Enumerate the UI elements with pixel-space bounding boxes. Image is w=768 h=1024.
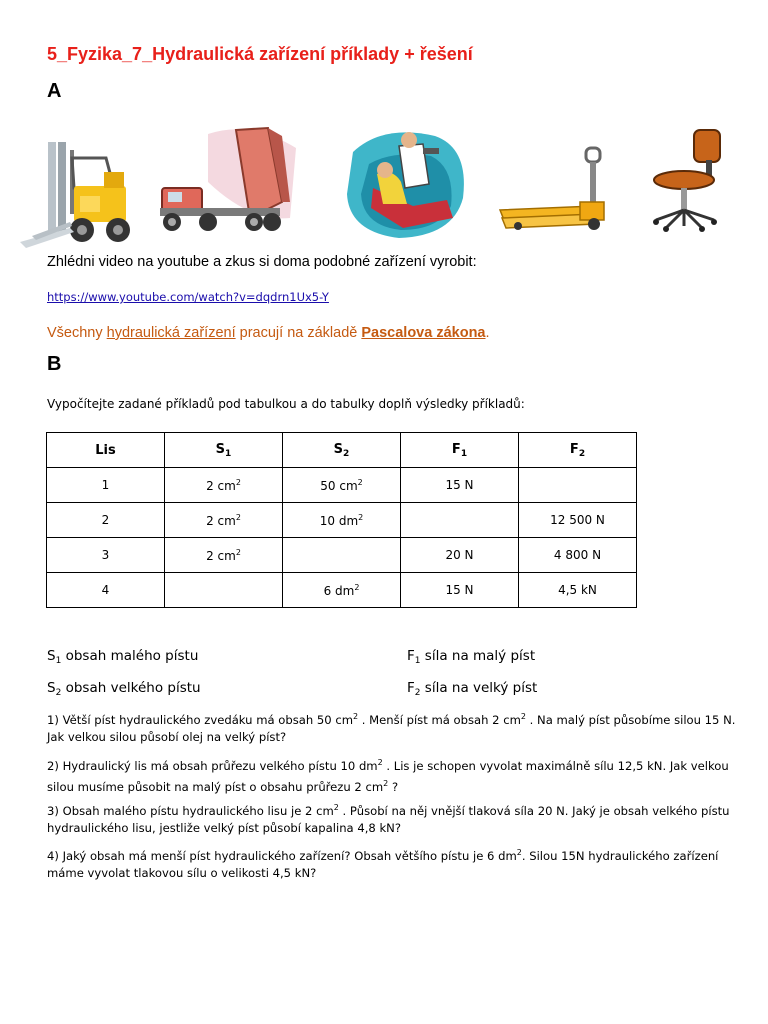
problem-3: 3) Obsah malého pístu hydraulického lisu je 2 $cm^2$ . Působí na něj vnější tlaková síla 20 N. Jaký je obsah velkého pístu hydraulického lisu, jestliže velký píst působí kapalina 4,8 kN? [47,803,730,835]
task-instruction: Vypočítejte zadané příkladů pod tabulkou a do tabulky doplň výsledky příkladů: [47,397,525,411]
cell-lis: 4 [47,573,165,608]
hydraulic-devices-link[interactable]: hydraulická zařízení [106,325,236,341]
cell-s2: 50 $cm^2$ [283,468,401,503]
cell-f1: 15 N [401,573,519,608]
header-lis: Lis [47,433,165,468]
pascal-prefix: Všechny [47,325,107,341]
pascal-middle: pracují na základě [235,325,362,341]
youtube-link[interactable]: https://www.youtube.com/watch?v=dqdrn1Ux5-Y [47,290,329,304]
forklift-icon [18,138,136,250]
problem-2: 2) Hydraulický lis má obsah průřezu velkého pístu 10 $dm^2$ . Lis je schopen vyvolat maximálně sílu 12,5 kN. Jak velkou silou musíme působit na malý píst o obsahu průřezu 2 $cm^2$ ? [47,758,729,794]
page-title: 5_Fyzika_7_Hydraulická zařízení příklady + řešení [47,44,473,64]
office-chair-icon [648,128,728,232]
problem-1: 1) Větší píst hydraulického zvedáku má obsah 50 $cm^2$ . Menší píst má obsah 2 $cm^2$ . Na malý píst působíme silou 15 N. Jak velkou silou působí olej na velký píst? [47,712,736,744]
table-row [47,538,637,573]
cell-lis: 1 [47,468,165,503]
cell-f1: 15 N [401,468,519,503]
legend-f2: $F_2$ síla na velký píst [407,680,538,698]
cell-s1: 2 $cm^2$ [165,468,283,503]
cell-f1: 20 N [401,538,519,573]
section-b-heading: B [47,353,62,375]
pascal-law-link[interactable]: Pascalova zákona [361,325,486,341]
header-s2: $S_2$ [283,433,401,468]
cell-f2: 4,5 kN [519,573,637,608]
dentist-chair-icon [343,128,471,240]
cell-f2: 4 800 N [519,538,637,573]
cell-f2 [519,468,637,503]
cell-s2: 10 $dm^2$ [283,503,401,538]
cell-lis: 2 [47,503,165,538]
cell-f2: 12 500 N [519,503,637,538]
cell-s1: 2 $cm^2$ [165,503,283,538]
video-instruction: Zhlédni video na youtube a zkus si doma podobné zařízení vyrobit: [47,254,477,270]
legend-f1: $F_1$ síla na malý píst [407,648,536,666]
header-s1: $S_1$ [165,433,283,468]
cell-s1: 2 $cm^2$ [165,538,283,573]
table-row [47,468,637,503]
table-row [47,573,637,608]
legend-s1: $S_1$ obsah malého pístu [47,648,199,666]
table-header-row [47,433,637,468]
cell-f1 [401,503,519,538]
pascal-statement [47,325,490,341]
table-row [47,503,637,538]
results-table [46,432,637,608]
cell-s2 [283,538,401,573]
pascal-suffix: . [485,325,490,341]
dump-truck-icon [150,122,302,240]
legend-s2: $S_2$ obsah velkého pístu [47,680,201,698]
cell-s2: 6 $dm^2$ [283,573,401,608]
pallet-truck-icon [498,144,614,234]
header-f1: $F_1$ [401,433,519,468]
problem-4: 4) Jaký obsah má menší píst hydraulického zařízení? Obsah většího pístu je 6 $dm^2$. Silou 15N hydraulického zařízení máme vyvolat tlakovou sílu o velikosti 4,5 kN? [47,848,719,880]
header-f2: $F_2$ [519,433,637,468]
cell-s1 [165,573,283,608]
cell-lis: 3 [47,538,165,573]
section-a-heading: A [47,80,62,102]
